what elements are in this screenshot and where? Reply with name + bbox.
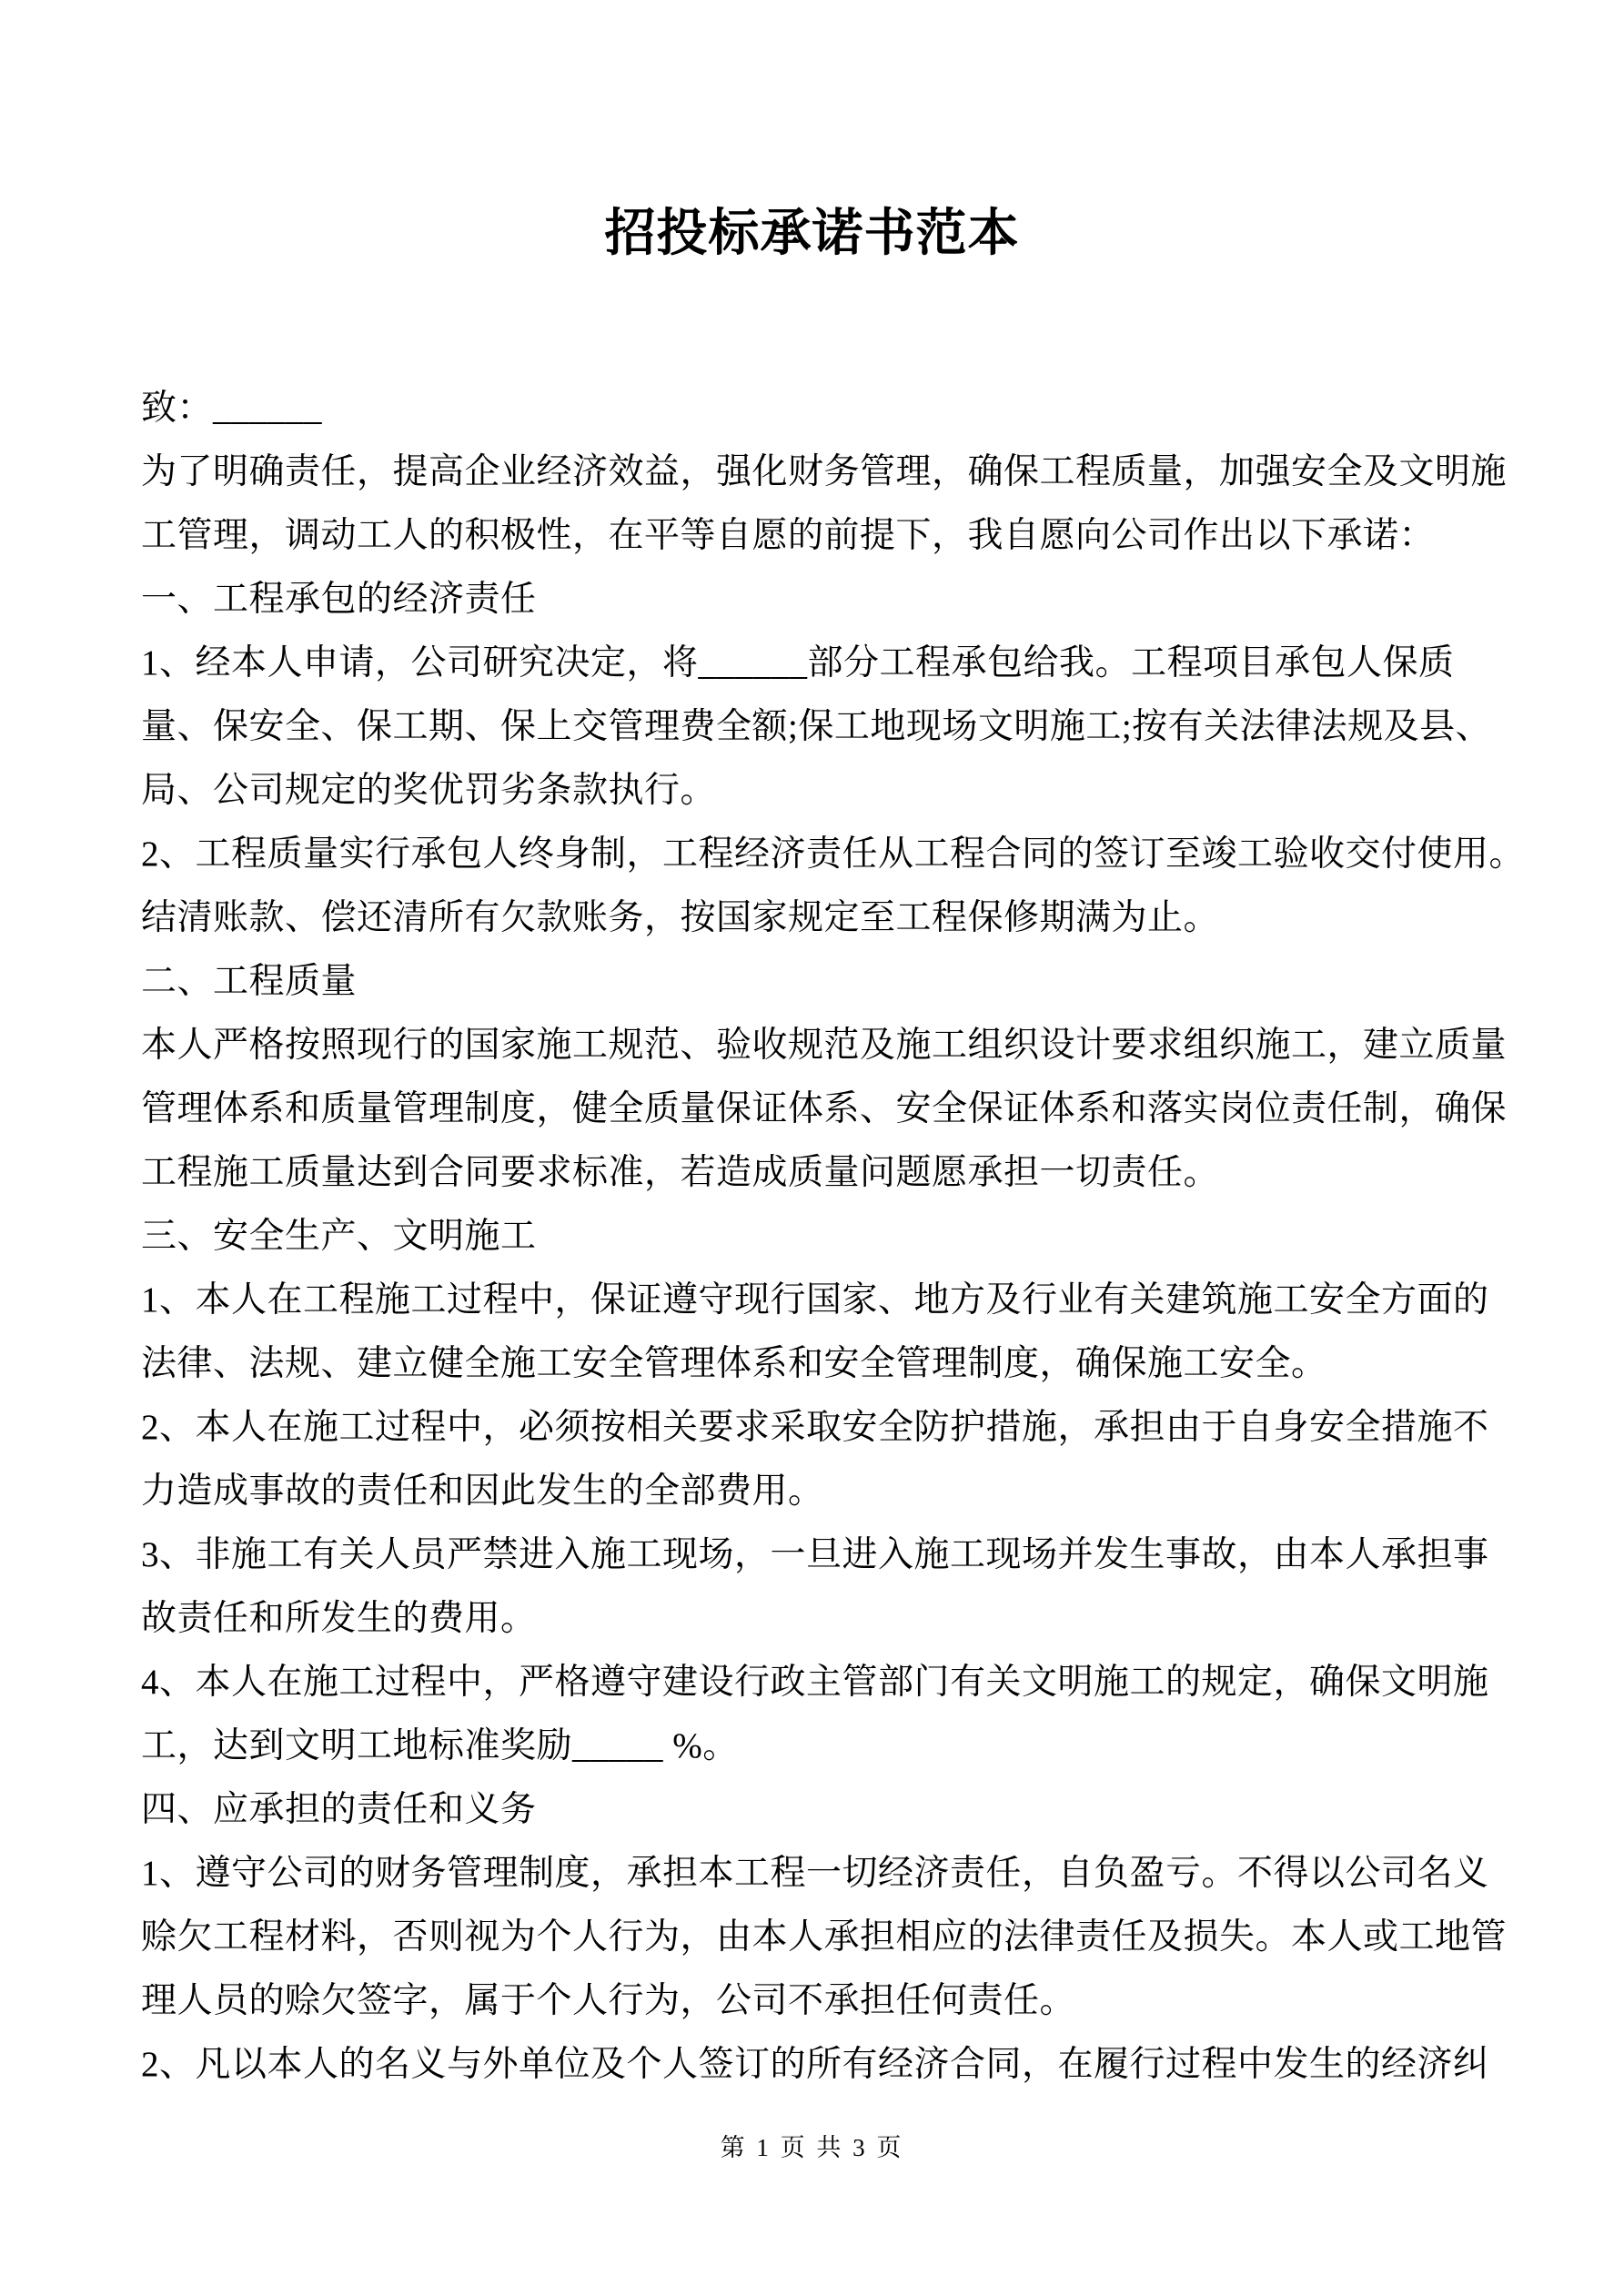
- document-line: 力造成事故的责任和因此发生的全部费用。: [141, 1472, 824, 1511]
- document-line: 二、工程质量: [141, 962, 358, 1001]
- document-line: 2、工程质量实行承包人终身制，工程经济责任从工程合同的签订至竣工验收交付使用。: [141, 834, 1526, 874]
- document-line: 三、安全生产、文明施工: [141, 1217, 537, 1256]
- document-line: 2、本人在施工过程中，必须按相关要求采取安全防护措施，承担由于自身安全措施不: [141, 1408, 1489, 1447]
- document-line: 管理体系和质量管理制度，健全质量保证体系、安全保证体系和落实岗位责任制，确保: [141, 1089, 1508, 1128]
- document-line: 工，达到文明工地标准奖励_____ %。: [141, 1726, 739, 1765]
- document-line: 法律、法规、建立健全施工安全管理体系和安全管理制度，确保施工安全。: [141, 1344, 1327, 1383]
- page-number-footer: 第 1 页 共 3 页: [720, 2134, 904, 2161]
- document-line: 2、凡以本人的名义与外单位及个人签订的所有经济合同，在履行过程中发生的经济纠: [141, 2045, 1489, 2084]
- page-title: 招投标承诺书范本: [604, 206, 1020, 262]
- document-line: 为了明确责任，提高企业经济效益，强化财务管理，确保工程质量，加强安全及文明施: [141, 452, 1508, 491]
- document-line: 1、遵守公司的财务管理制度，承担本工程一切经济责任，自负盈亏。不得以公司名义: [141, 1854, 1489, 1893]
- document-body: [141, 377, 1526, 2097]
- document-line: 一、工程承包的经济责任: [141, 580, 537, 619]
- document-line: 3、非施工有关人员严禁进入施工现场，一旦进入施工现场并发生事故，由本人承担事: [141, 1535, 1489, 1574]
- document-line: 理人员的赊欠签字，属于个人行为，公司不承担任何责任。: [141, 1981, 1076, 2020]
- document-line: 量、保安全、保工期、保上交管理费全额;保工地现场文明施工;按有关法律法规及县、: [141, 707, 1492, 746]
- document-line: 1、本人在工程施工过程中，保证遵守现行国家、地方及行业有关建筑施工安全方面的: [141, 1280, 1489, 1320]
- document-line: 致：______: [141, 389, 323, 428]
- document-line: 工程施工质量达到合同要求标准，若造成质量问题愿承担一切责任。: [141, 1153, 1220, 1192]
- document-line: 本人严格按照现行的国家施工规范、验收规范及施工组织设计要求组织施工，建立质量: [141, 1026, 1508, 1065]
- document-line: 结清账款、偿还清所有欠款账务，按国家规定至工程保修期满为止。: [141, 898, 1220, 937]
- document-line: 赊欠工程材料，否则视为个人行为，由本人承担相应的法律责任及损失。本人或工地管: [141, 1917, 1508, 1957]
- document-line: 四、应承担的责任和义务: [141, 1790, 537, 1829]
- document-line: 故责任和所发生的费用。: [141, 1599, 537, 1638]
- document-line: 1、经本人申请，公司研究决定，将______部分工程承包给我。工程项目承包人保质: [141, 643, 1455, 683]
- document-line: 局、公司规定的奖优罚劣条款执行。: [141, 771, 717, 810]
- document-line: 4、本人在施工过程中，严格遵守建设行政主管部门有关文明施工的规定，确保文明施: [141, 1663, 1489, 1702]
- document-line: 工管理，调动工人的积极性，在平等自愿的前提下，我自愿向公司作出以下承诺：: [141, 516, 1436, 555]
